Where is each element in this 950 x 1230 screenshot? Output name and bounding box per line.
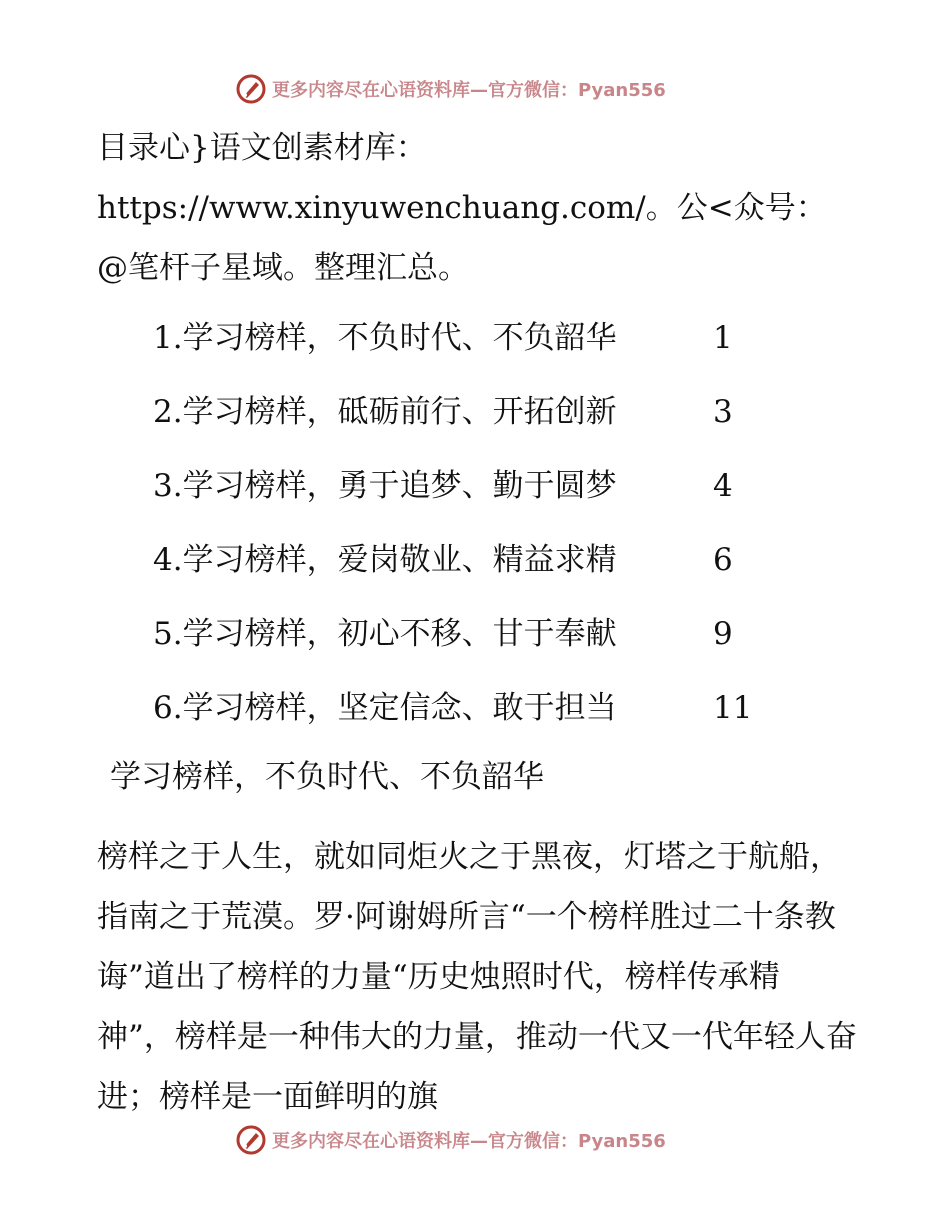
pen-logo-icon [236, 1125, 266, 1155]
toc-page: 11 [713, 690, 753, 726]
toc-title: 2.学习榜样，砥砺前行、开拓创新 [153, 394, 617, 430]
section-heading: 学习榜样，不负时代、不负韶华 [110, 759, 544, 795]
toc-title: 5.学习榜样，初心不移、甘于奉献 [153, 616, 617, 652]
toc-page: 9 [713, 616, 733, 652]
toc-item[interactable] [153, 688, 752, 728]
banner-text: 更多内容尽在心语资料库—官方微信：Pyan556 [272, 1131, 666, 1152]
toc-page: 4 [713, 468, 733, 504]
toc-page: 3 [713, 394, 733, 430]
toc-title: 6.学习榜样，坚定信念、敢于担当 [153, 690, 617, 726]
toc-item[interactable] [153, 466, 733, 506]
header-banner [236, 72, 666, 106]
banner-text: 更多内容尽在心语资料库—官方微信：Pyan556 [272, 80, 666, 101]
toc-item[interactable] [153, 614, 733, 654]
intro-text: 目录心}语文创素材库：https://www.xinyuwenchuang.com/。公<众号：@笔杆子星域。整理汇总。 [97, 130, 827, 286]
pen-logo-icon [236, 74, 266, 104]
toc-title: 1.学习榜样，不负时代、不负韶华 [153, 320, 617, 356]
toc-page: 1 [713, 320, 733, 356]
toc-item[interactable] [153, 318, 733, 358]
toc-page: 6 [713, 542, 733, 578]
body-paragraph: 榜样之于人生，就如同炬火之于黑夜，灯塔之于航船，指南之于荒漠。罗·阿谢姆所言“一个榜样胜过二十条教诲”道出了榜样的力量“历史烛照时代，榜样传承精神”，榜样是一种伟大的力量，推动一代又一代年轻人奋进；榜样是一面鲜明的旗 [97, 839, 857, 1115]
toc-title: 4.学习榜样，爱岗敬业、精益求精 [153, 542, 617, 578]
footer-banner [236, 1123, 666, 1157]
toc-title: 3.学习榜样，勇于追梦、勤于圆梦 [153, 468, 617, 504]
toc-item[interactable] [153, 540, 733, 580]
toc-item[interactable] [153, 392, 733, 432]
